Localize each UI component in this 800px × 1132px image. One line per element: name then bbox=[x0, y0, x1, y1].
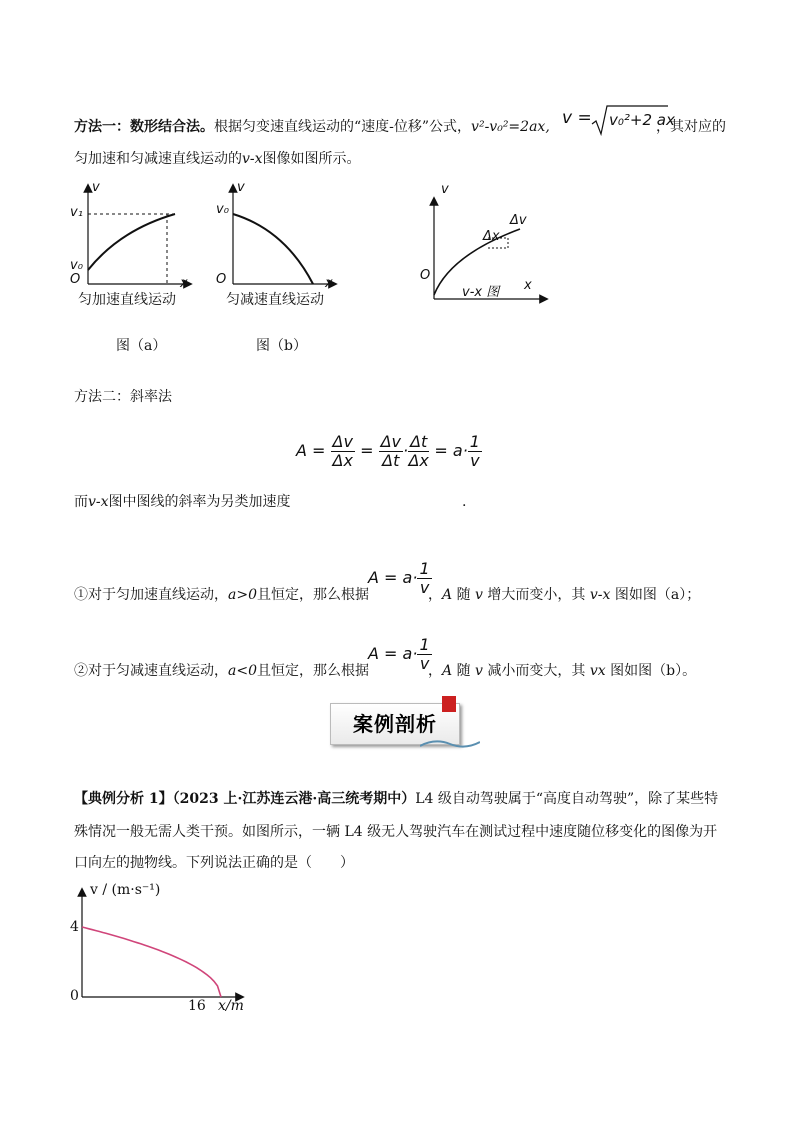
case1-cond: a>0 bbox=[228, 587, 257, 603]
figure-a-curve bbox=[88, 214, 175, 270]
figure-c-caption: v-x 图 bbox=[462, 285, 500, 300]
figure-c-label-dx: Δx bbox=[483, 229, 500, 244]
case1-formula-a: a bbox=[402, 568, 413, 587]
figure-b-label-origin: O bbox=[216, 272, 227, 287]
slope-line-b: 图中图线的斜率为另类加速度 bbox=[108, 494, 291, 510]
slope-formula-eq1: = bbox=[312, 441, 326, 460]
chart-xlabel: x/m bbox=[218, 998, 244, 1014]
slope-frac-2-den: Δt bbox=[382, 451, 400, 470]
case2-cond: a<0 bbox=[228, 663, 257, 679]
banner-wave-icon bbox=[420, 736, 480, 750]
figure-a-label-v0: v₀ bbox=[70, 258, 83, 273]
case1-tail bbox=[428, 585, 700, 605]
case1-formula-dot: · bbox=[412, 568, 418, 587]
case2-text bbox=[74, 661, 369, 681]
case1-prefix: ①对于匀加速直线运动， bbox=[74, 587, 228, 603]
figure-b-label: 图（b） bbox=[256, 338, 307, 354]
example-text3: 口向左的抛物线。下列说法正确的是（ ） bbox=[74, 855, 354, 871]
slope-line-a: 而 bbox=[74, 494, 88, 510]
slope-frac-3-den: Δx bbox=[408, 451, 429, 470]
figure-c-label-origin: O bbox=[420, 268, 431, 283]
slope-formula-dot1: · bbox=[402, 441, 409, 460]
slope-line-vx: v-x bbox=[88, 494, 109, 510]
chart-ytick-4: 4 bbox=[70, 919, 79, 935]
slope-frac-2 bbox=[379, 433, 403, 470]
slope-frac-1-num: Δv bbox=[332, 432, 353, 451]
figure-c-label-x: x bbox=[524, 278, 532, 293]
slope-frac-2-num: Δv bbox=[380, 432, 401, 451]
slope-formula-eq2: = bbox=[360, 441, 374, 460]
slope-formula-a: a bbox=[452, 441, 463, 460]
slope-frac-4 bbox=[468, 433, 482, 470]
slope-formula-dot2: · bbox=[462, 441, 468, 460]
case2-vx: vx bbox=[589, 663, 606, 679]
case1-tail-c: 增大而变小，其 bbox=[487, 587, 586, 603]
slope-formula bbox=[296, 433, 482, 470]
example-line1 bbox=[74, 789, 718, 809]
slope-formula-eq3: = bbox=[434, 441, 448, 460]
chart-series-line bbox=[82, 927, 221, 997]
case2-tail-a: ， bbox=[428, 663, 442, 679]
slope-frac-1-den: Δx bbox=[332, 451, 353, 470]
case2-tail-c: 减小而变大，其 bbox=[487, 663, 586, 679]
slope-line bbox=[74, 492, 291, 512]
chart-ylabel: v / (m·s⁻¹) bbox=[90, 882, 161, 898]
figure-a bbox=[60, 180, 200, 292]
case2-formula-A: A bbox=[368, 644, 379, 663]
chart-marks bbox=[82, 927, 221, 997]
method1-line1 bbox=[74, 117, 550, 137]
method1-line2-b: 图像如图所示。 bbox=[262, 151, 361, 167]
slope-frac-4-num: 1 bbox=[469, 432, 480, 451]
case1-tail-b: 随 bbox=[456, 587, 471, 603]
method1-text-b: ，其对应的 bbox=[656, 119, 726, 135]
case1-A: A bbox=[442, 587, 453, 603]
figure-a-caption: 匀加速直线运动 bbox=[78, 292, 176, 308]
figure-a-label-v: v bbox=[92, 180, 100, 195]
section-banner-title: 案例剖析 bbox=[353, 712, 437, 736]
case1-mid: 且恒定，那么根据 bbox=[256, 587, 369, 603]
example-text2: 殊情况一般无需人类干预。如图所示，一辆 L4 级无人驾驶汽车在测试过程中速度随位移变化的图像为开 bbox=[74, 824, 718, 840]
case2-mid: 且恒定，那么根据 bbox=[256, 663, 369, 679]
figure-c-label-v: v bbox=[441, 182, 449, 197]
case1-frac-den: v bbox=[419, 578, 430, 597]
figure-a-label-v1: v₁ bbox=[70, 205, 83, 220]
slope-frac-4-den: v bbox=[470, 451, 480, 470]
case1-vx: v-x bbox=[589, 587, 611, 603]
case2-formula-dot: · bbox=[412, 644, 418, 663]
slope-formula-A: A bbox=[296, 441, 307, 460]
case1-tail-a: ， bbox=[428, 587, 442, 603]
method1-line2-a: 匀加速和匀减速直线运动的 bbox=[74, 151, 242, 167]
sqrt-formula-lhs: v = bbox=[562, 108, 592, 128]
method1-line2 bbox=[74, 149, 361, 169]
figure-b-label-v: v bbox=[237, 180, 245, 195]
case1-text bbox=[74, 585, 369, 605]
case2-tail bbox=[428, 661, 696, 681]
method2-label: 方法二：斜率法 bbox=[74, 389, 172, 405]
case2-prefix: ②对于匀减速直线运动， bbox=[74, 663, 228, 679]
figure-a-label-origin: O bbox=[70, 272, 81, 287]
case2-v: v bbox=[475, 663, 483, 679]
figure-b-curve bbox=[233, 214, 313, 284]
sqrt-formula-inner: v₀²+2 ax bbox=[609, 111, 675, 129]
figure-b-label-v0: v₀ bbox=[216, 202, 229, 217]
slope-frac-1 bbox=[331, 433, 355, 470]
example-tag: 【典例分析 1】（2023 上·江苏连云港·高三统考期中） bbox=[74, 791, 416, 807]
example-text1: L4 级自动驾驶属于“高度自动驾驶”，除了某些特 bbox=[415, 791, 719, 807]
figure-b-label-x: x bbox=[325, 276, 333, 291]
case1-formula bbox=[368, 560, 432, 597]
case2-formula bbox=[368, 636, 432, 673]
case1-formula-eq: = bbox=[384, 568, 398, 587]
method1-label: 方法一：数形结合法。 bbox=[74, 119, 214, 135]
case1-v: v bbox=[475, 587, 483, 603]
case1-formula-A: A bbox=[368, 568, 379, 587]
slope-line-end: . bbox=[462, 494, 467, 510]
case2-formula-a: a bbox=[402, 644, 413, 663]
case2-A: A bbox=[442, 663, 453, 679]
slope-frac-3 bbox=[408, 433, 429, 470]
chart-xtick-16: 16 bbox=[188, 998, 206, 1014]
method1-line2-vx: v-x bbox=[242, 151, 263, 167]
banner-red-corner bbox=[442, 696, 456, 712]
case2-frac-den: v bbox=[419, 654, 430, 673]
case1-frac-num: 1 bbox=[419, 559, 430, 578]
case1-tail-d: 图如图（a）； bbox=[614, 587, 701, 603]
case2-tail-d: 图如图（b）。 bbox=[610, 663, 697, 679]
case2-tail-b: 随 bbox=[456, 663, 471, 679]
case2-formula-eq: = bbox=[384, 644, 398, 663]
figure-c-label-dv: Δv bbox=[510, 213, 527, 228]
method1-text-a: 根据匀变速直线运动的“速度-位移”公式， bbox=[214, 119, 472, 135]
method1-formula-v2: v²-v₀²=2ax, bbox=[471, 119, 550, 135]
figure-b-caption: 匀减速直线运动 bbox=[226, 292, 324, 308]
figure-a-label: 图（a） bbox=[116, 338, 167, 354]
case2-frac-num: 1 bbox=[419, 635, 430, 654]
slope-frac-3-num: Δt bbox=[410, 432, 428, 451]
chart-ytick-0: 0 bbox=[70, 988, 79, 1004]
figure-a-label-x: x bbox=[180, 276, 188, 291]
